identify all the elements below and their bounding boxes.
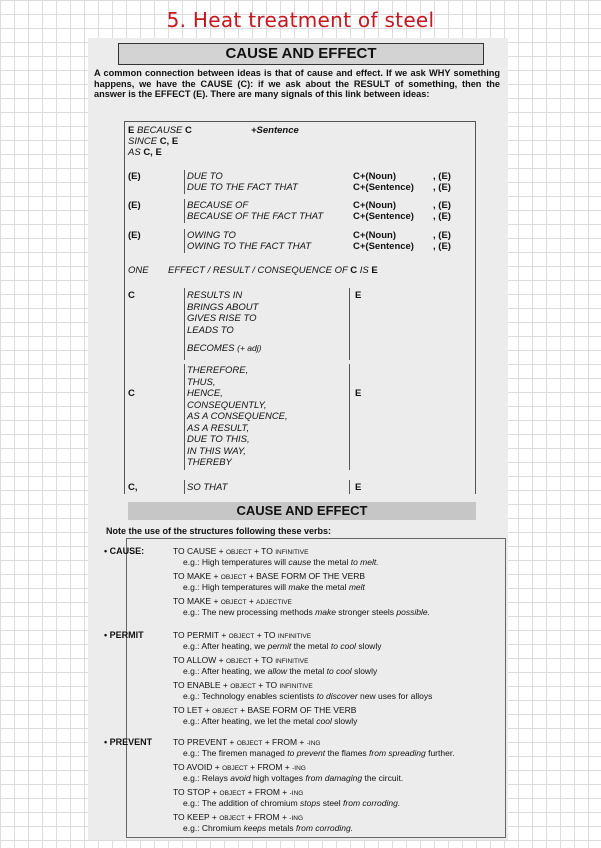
example-line: e.g.: The new processing methods make stronger steels possible. [183, 607, 430, 617]
signal-word: THEREBY [187, 457, 232, 468]
cause-form: C+(Noun) [353, 171, 397, 182]
example-line: e.g.: Relays avoid high voltages from damaging the circuit. [183, 773, 404, 783]
effect-label: E [355, 290, 362, 301]
signal-word: AS A RESULT, [187, 422, 250, 434]
example-line: e.g.: After heating, we permit the metal to cool slowly [183, 641, 382, 651]
structure-line: TO AVOID + OBJECT + FROM + -ING [173, 762, 306, 772]
signal-word: GIVES RISE TO [187, 313, 257, 324]
effect-form: , (E) [433, 200, 451, 211]
cause-label: C [128, 388, 135, 399]
signal-word: IN THIS WAY, [187, 445, 246, 457]
section-heading: CAUSE AND EFFECT [118, 43, 484, 65]
example-line: e.g.: High temperatures will cause the metal to melt. [183, 557, 379, 567]
example-line: e.g.: After heating, we let the metal cool slowly [183, 716, 358, 726]
signal-word: AS A CONSEQUENCE, [187, 411, 288, 422]
as-line: AS C, E [128, 147, 162, 158]
signal-word: THEREFORE, [187, 365, 249, 376]
signal-word: DUE TO THIS, [187, 434, 250, 445]
effect-label: E [355, 388, 362, 399]
example-line: e.g.: Chromium keeps metals from corroding. [183, 823, 354, 833]
signal-word: SO THAT [187, 482, 228, 493]
verb-label: • CAUSE: [104, 546, 145, 556]
example-line: e.g.: Technology enables scientists to discover new uses for alloys [183, 691, 433, 701]
example-line: e.g.: The firemen managed to prevent the flames from spreading further. [183, 748, 455, 758]
signal-word: OWING TO [187, 230, 236, 241]
verb-structures-table [104, 538, 506, 838]
effect-form: , (E) [433, 211, 451, 222]
structure-line: TO PREVENT + OBJECT + FROM + -ING [173, 737, 321, 747]
verb-label: • PERMIT [104, 630, 144, 640]
signal-word: OWING TO THE FACT THAT [187, 241, 312, 252]
cause-form: C+(Sentence) [353, 211, 414, 222]
effect-label: (E) [128, 200, 141, 211]
cause-form: C+(Sentence) [353, 182, 414, 193]
effect-form: , (E) [433, 182, 451, 193]
cause-label: C [128, 290, 135, 301]
intro-paragraph: A common connection between ideas is that of cause and effect. If we ask WHY something happens, we have the CAUSE (C): if we ask about the RESULT of something, then the answer is the EFFECT (E). There are many signals of this link between ideas: [94, 68, 500, 100]
structure-line: TO LET + OBJECT + BASE FORM OF THE VERB [173, 705, 357, 715]
signal-word: BECAUSE OF THE FACT THAT [187, 211, 324, 222]
structure-line: TO MAKE + OBJECT + BASE FORM OF THE VERB [173, 571, 366, 581]
cause-label: C, [128, 482, 138, 493]
section-heading: CAUSE AND EFFECT [128, 502, 476, 520]
one-effect-line: ONE [128, 265, 149, 276]
effect-form: , (E) [433, 241, 451, 252]
signal-word: BRINGS ABOUT [187, 301, 259, 313]
sentence-label: +Sentence [251, 125, 299, 136]
example-line: e.g.: The addition of chromium stops steel from corroding. [183, 798, 401, 808]
page-title: 5. Heat treatment of steel [166, 8, 435, 32]
cause-form: C+(Sentence) [353, 241, 414, 252]
structure-line: TO ALLOW + OBJECT + TO INFINITIVE [173, 655, 309, 665]
effect-form: , (E) [433, 230, 451, 241]
example-line: e.g.: High temperatures will make the metal melt [183, 582, 365, 592]
since-line: SINCE C, E [128, 136, 179, 147]
signal-word: HENCE, [187, 388, 223, 399]
signal-word: RESULTS IN [187, 290, 243, 301]
signal-word: CONSEQUENTLY, [187, 399, 267, 411]
because-line: E BECAUSE C [128, 125, 192, 136]
effect-label: (E) [128, 171, 141, 182]
structure-line: TO ENABLE + OBJECT + TO INFINITIVE [173, 680, 313, 690]
example-line: e.g.: After heating, we allow the metal to cool slowly [183, 666, 378, 676]
one-effect-phrase: EFFECT / RESULT / CONSEQUENCE OF C IS E [168, 265, 378, 276]
structure-line: TO KEEP + OBJECT + FROM + -ING [173, 812, 304, 822]
structure-line: TO CAUSE + OBJECT + TO INFINITIVE [173, 546, 309, 556]
note-text: Note the use of the structures following these verbs: [106, 526, 332, 536]
structure-line: TO MAKE + OBJECT + ADJECTIVE [173, 596, 292, 606]
signal-word: DUE TO [187, 171, 223, 182]
signal-word: BECAUSE OF [187, 200, 249, 211]
effect-label: E [355, 482, 362, 493]
becomes-line: BECOMES (+ adj) [187, 343, 262, 354]
signal-word: LEADS TO [187, 324, 234, 336]
verb-label: • PREVENT [104, 737, 153, 747]
cause-form: C+(Noun) [353, 230, 397, 241]
cause-form: C+(Noun) [353, 200, 397, 211]
structure-line: TO PERMIT + OBJECT + TO INFINITIVE [173, 630, 312, 640]
structure-line: TO STOP + OBJECT + FROM + -ING [173, 787, 304, 797]
signals-table [124, 121, 476, 494]
effect-label: (E) [128, 230, 141, 241]
signal-word: DUE TO THE FACT THAT [187, 182, 298, 193]
signal-word: THUS, [187, 376, 216, 388]
effect-form: , (E) [433, 171, 451, 182]
